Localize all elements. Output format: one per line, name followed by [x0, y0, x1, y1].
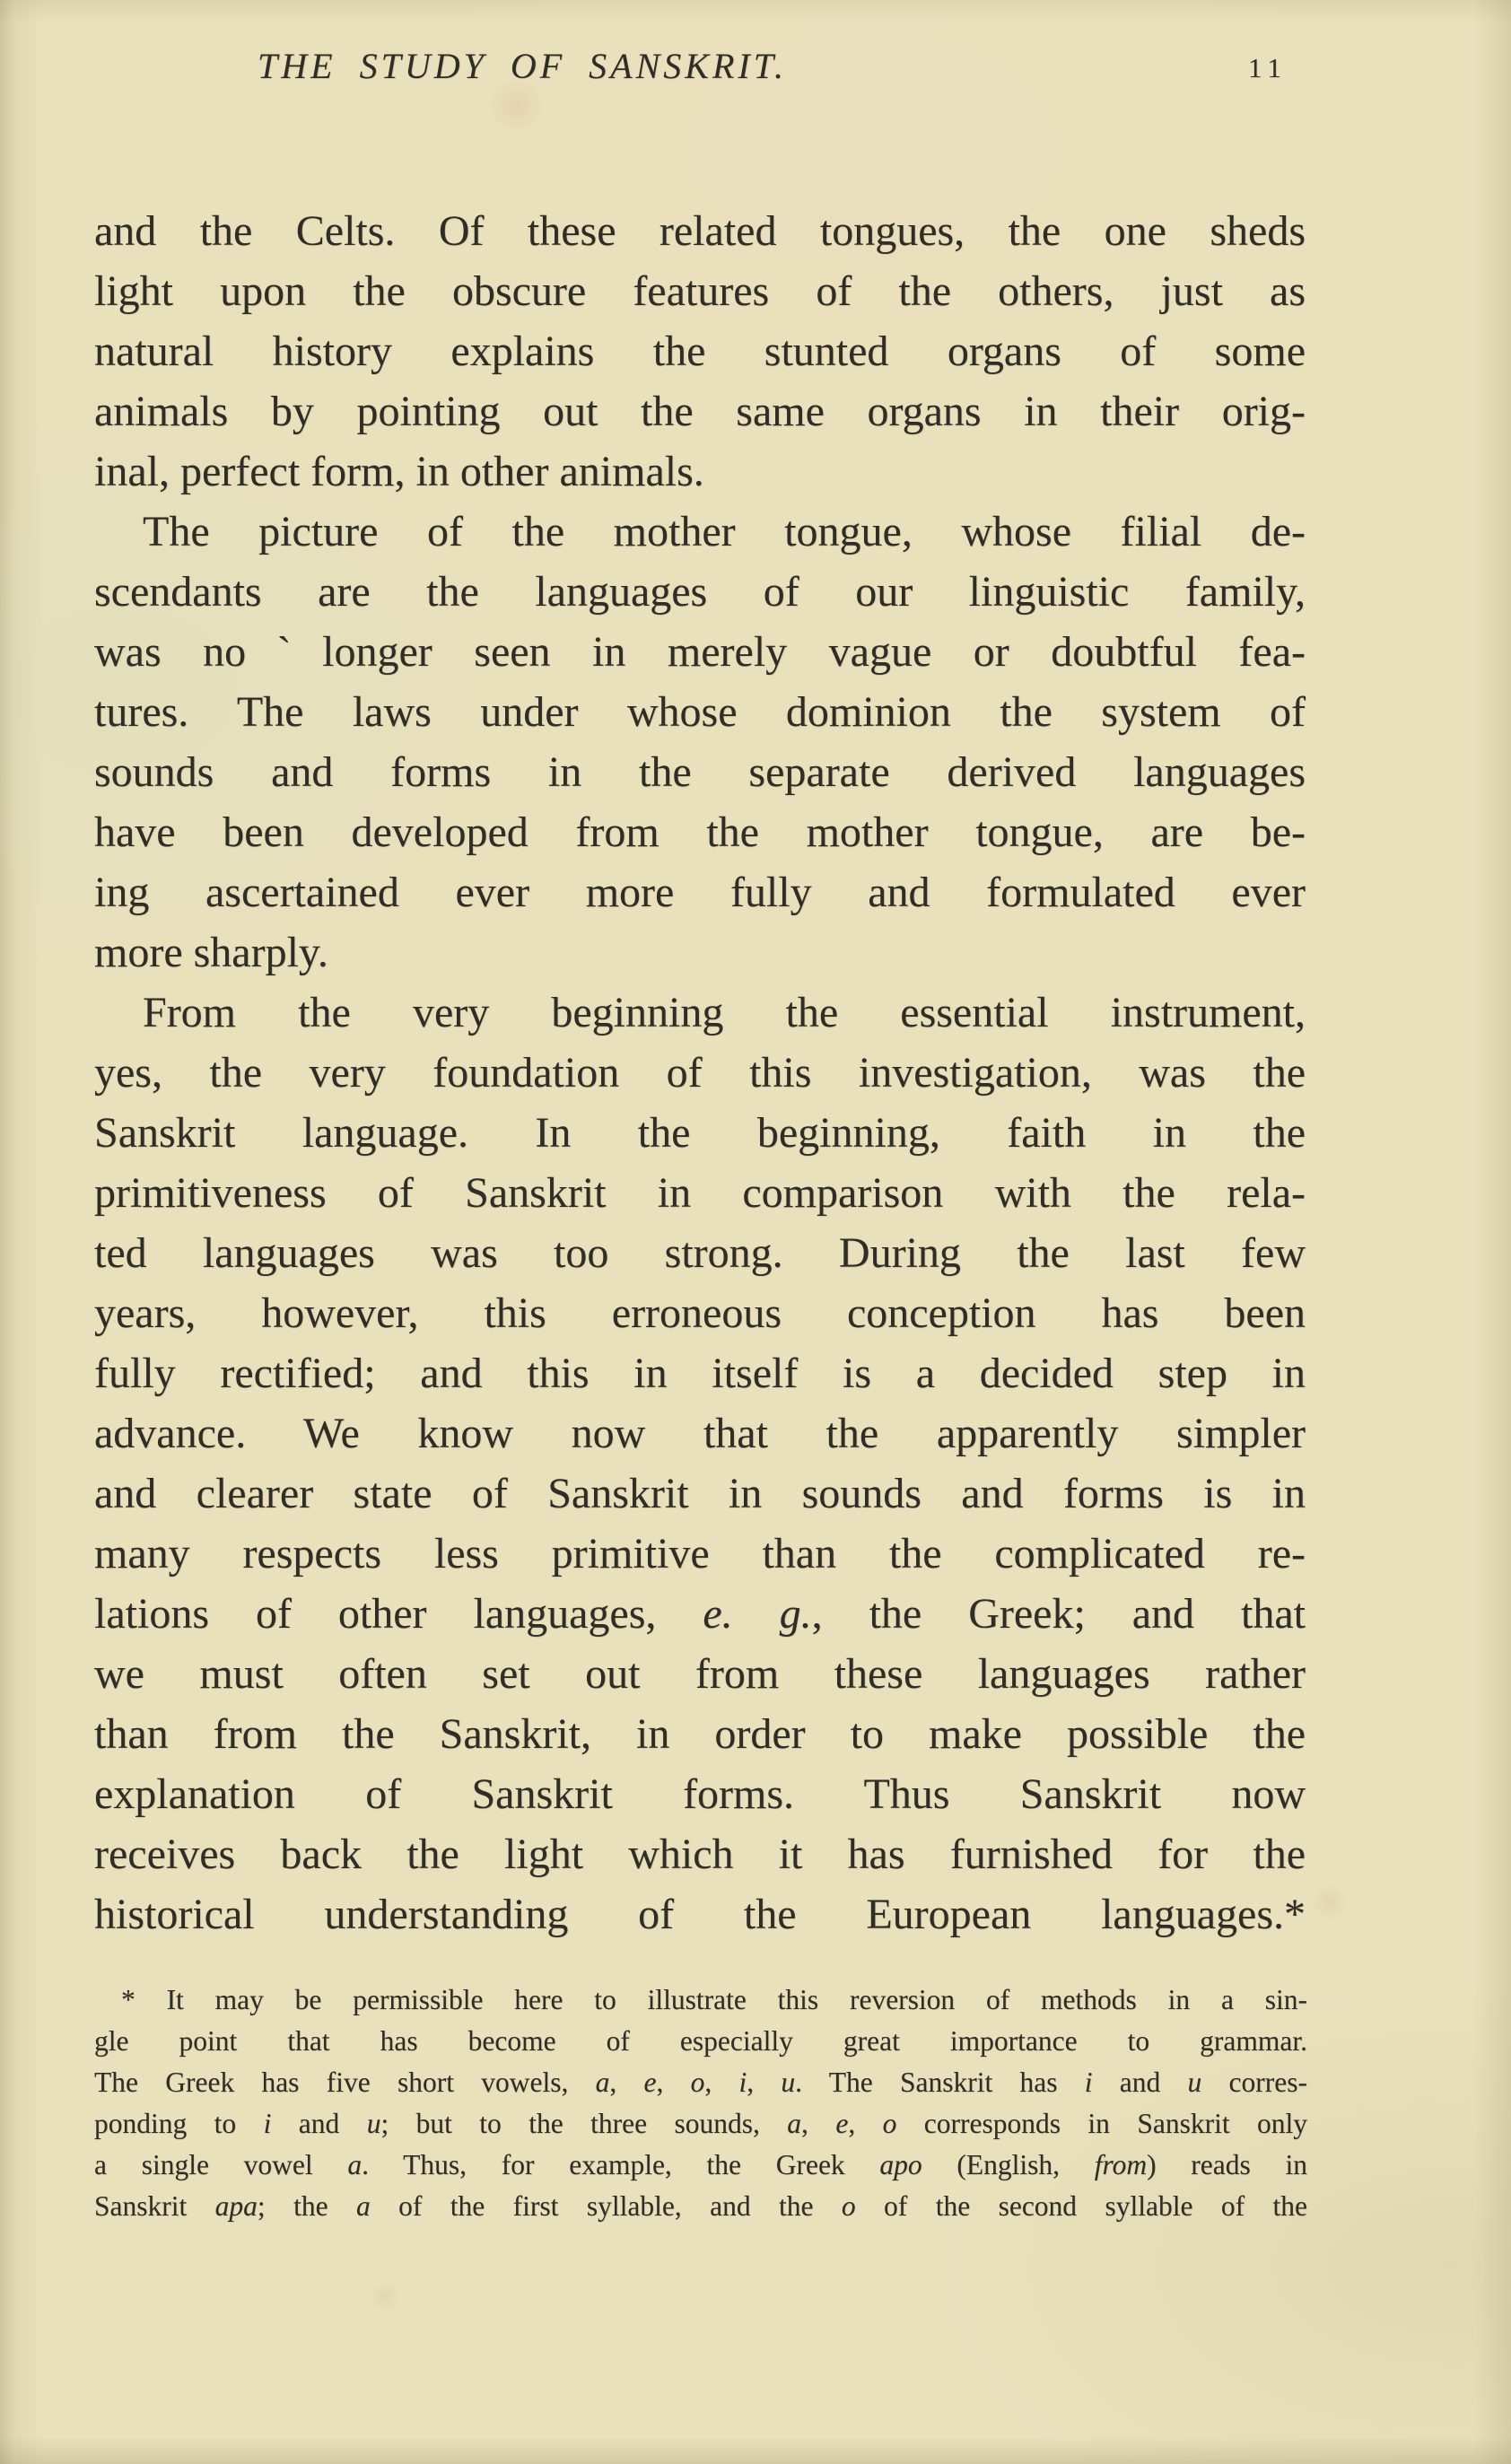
text-line: ted languages was too strong. During the last few — [94, 1229, 1306, 1277]
text-line: more sharply. — [94, 929, 328, 976]
text-line: historical understanding of the European languages.* — [94, 1891, 1306, 1938]
paragraph — [94, 201, 1306, 502]
paragraph — [94, 983, 1306, 1944]
text-line: sounds and forms in the separate derived languages — [94, 748, 1306, 796]
text-line: and clearer state of Sanskrit in sounds and forms is in — [94, 1470, 1306, 1517]
page-title: THE STUDY OF SANSKRIT. — [258, 46, 787, 86]
running-header — [94, 43, 1306, 106]
text-line: Sanskrit language. In the beginning, faith in the — [94, 1109, 1306, 1157]
text-line: primitiveness of Sanskrit in comparison with the rela- — [94, 1169, 1306, 1217]
text-line: explanation of Sanskrit forms. Thus Sanskrit now — [94, 1770, 1306, 1818]
footnote-line: a single vowel a. Thus, for example, the Greek apo (English, from) reads in — [94, 2149, 1307, 2180]
text-line: lations of other languages, e. g., the Greek; and that — [94, 1590, 1306, 1638]
text-line: light upon the obscure features of the others, just as — [94, 267, 1306, 315]
text-line: animals by pointing out the same organs in their orig- — [94, 388, 1306, 435]
footnote-line: gle point that has become of especially great importance to grammar. — [94, 2025, 1307, 2057]
text-line: than from the Sanskrit, in order to make possible the — [94, 1710, 1306, 1758]
body-text — [94, 201, 1306, 1944]
text-line: fully rectified; and this in itself is a decided step in — [94, 1350, 1306, 1397]
text-line: have been developed from the mother tongue, are be- — [94, 808, 1306, 856]
paragraph — [94, 502, 1306, 983]
text-line: yes, the very foundation of this investigation, was the — [94, 1049, 1306, 1097]
text-line: scendants are the languages of our linguistic family, — [94, 568, 1306, 616]
footnote-line: ponding to i and u; but to the three sounds, a, e, o corresponds in Sanskrit only — [94, 2108, 1307, 2139]
text-line: many respects less primitive than the complicated re- — [94, 1530, 1306, 1577]
text-line: advance. We know now that the apparently simpler — [94, 1410, 1306, 1457]
text-line: From the very beginning the essential instrument, — [143, 989, 1306, 1036]
text-line: tures. The laws under whose dominion the system of — [94, 688, 1306, 736]
text-line: years, however, this erroneous conception has been — [94, 1289, 1306, 1337]
text-line: ing ascertained ever more fully and formulated ever — [94, 869, 1306, 916]
text-line: was noˋlonger seen in merely vague or doubtful fea- — [94, 628, 1306, 676]
text-line: and the Celts. Of these related tongues, the one sheds — [94, 207, 1306, 255]
page-number: 11 — [1248, 52, 1288, 83]
text-line: receives back the light which it has furnished for the — [94, 1831, 1306, 1878]
footnote — [94, 1979, 1307, 2227]
footnote-line: The Greek has five short vowels, a, e, o, i, u. The Sanskrit has i and u corres- — [94, 2066, 1307, 2098]
footnote-line: Sanskrit apa; the a of the first syllable, and the o of the second syllable of the — [94, 2190, 1307, 2222]
text-line: The picture of the mother tongue, whose filial de- — [143, 508, 1306, 555]
text-line: inal, perfect form, in other animals. — [94, 448, 704, 495]
footnote-line: * It may be permissible here to illustrate this reversion of methods in a sin- — [121, 1984, 1307, 2015]
text-line: we must often set out from these languages rather — [94, 1650, 1306, 1698]
text-line: natural history explains the stunted organs of some — [94, 328, 1306, 375]
